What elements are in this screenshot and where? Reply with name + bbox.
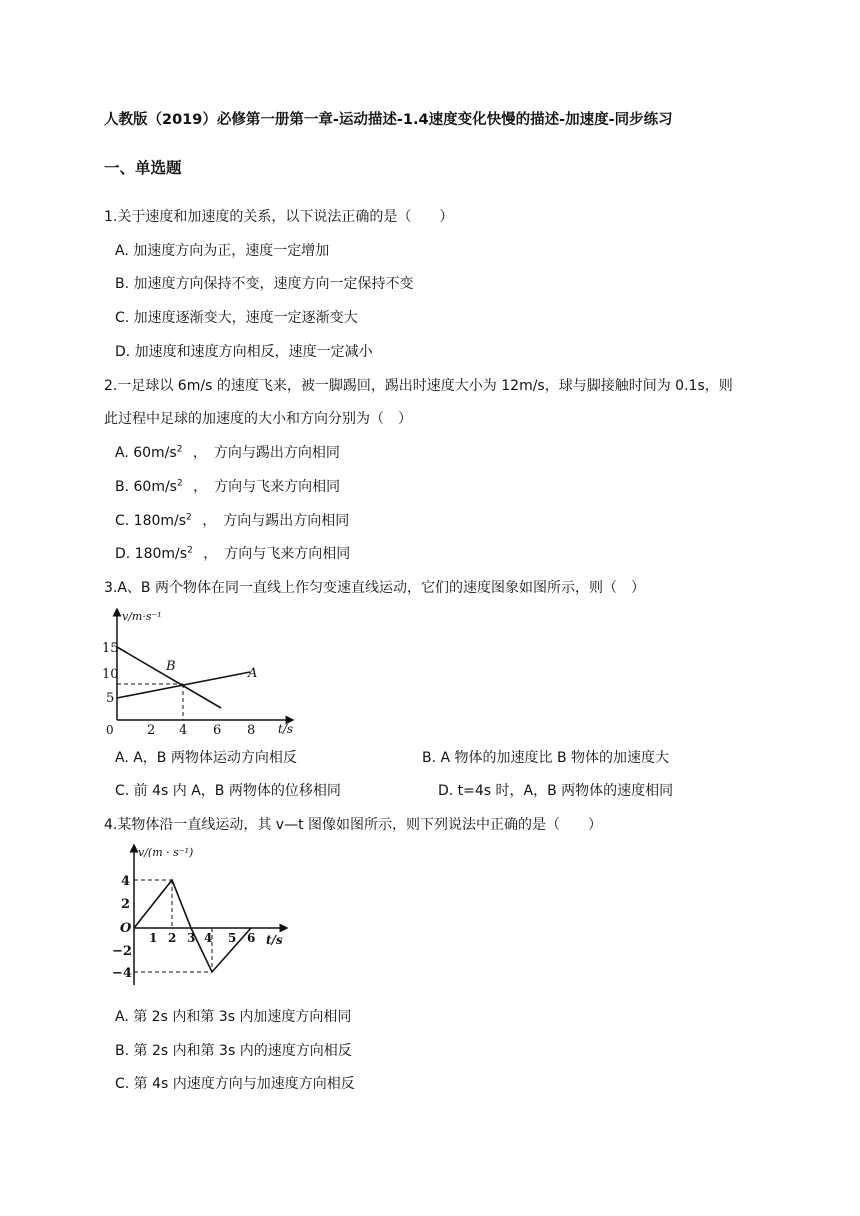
q2-option-c-exp: 2 [186, 512, 192, 523]
q2-option-c-direction: ， 方向与踢出方向相同 [202, 513, 350, 529]
q3-label-a: A [248, 666, 258, 681]
q2-option-b-exp: 2 [176, 478, 183, 489]
q4-xtick-3: 3 [187, 931, 196, 945]
q3-label-b: B [166, 659, 176, 674]
q1-option-c: C. 加速度逐渐变大，速度一定逐渐变大 [115, 310, 358, 326]
q3-stem: 3.A、B 两个物体在同一直线上作匀变速直线运动，它们的速度图象如图所示，则（ ） [104, 580, 645, 596]
q3-origin: 0 [106, 723, 114, 737]
q3-option-c: C. 前 4s 内 A，B 两物体的位移相同 [115, 783, 341, 799]
q4-graph-line [134, 880, 251, 972]
q4-option-c: C. 第 4s 内速度方向与加速度方向相反 [115, 1076, 355, 1092]
q2-option-b-value: B. 60m/s [115, 479, 177, 495]
q2-option-b [115, 478, 340, 496]
q2-option-d-direction: ， 方向与飞来方向相同 [203, 546, 351, 562]
q4-ytick-4: 4 [121, 874, 131, 889]
q4-xtick-6: 6 [247, 931, 256, 945]
q1-option-b: B. 加速度方向保持不变，速度方向一定保持不变 [115, 276, 414, 292]
q3-xtick-6: 6 [213, 723, 222, 738]
q1-stem: 1.关于速度和加速度的关系，以下说法正确的是（ ） [104, 209, 454, 225]
q3-ytick-5: 5 [106, 691, 115, 706]
q1-option-a: A. 加速度方向为正，速度一定增加 [115, 243, 330, 259]
q3-ytick-10: 10 [102, 667, 119, 682]
q4-xtick-2: 2 [168, 931, 177, 945]
q4-xtick-1: 1 [149, 931, 158, 945]
q4-stem: 4.某物体沿一直线运动，其 v—t 图像如图所示，则下列说法中正确的是（ ） [104, 817, 603, 833]
q2-option-a-exp: 2 [176, 444, 183, 455]
q2-stem-line1: 2.一足球以 6m/s 的速度飞来，被一脚踢回，踢出时速度大小为 12m/s，球与脚接触时间为 0.1s，则 [104, 378, 733, 394]
q4-origin: O [120, 921, 132, 936]
q4-ytick-neg2: −2 [112, 944, 132, 959]
q2-option-a [115, 444, 340, 462]
q2-option-a-direction: ， 方向与踢出方向相同 [192, 445, 340, 461]
q3-x-label: t/s [278, 722, 294, 736]
q4-ytick-neg4: −4 [112, 966, 132, 981]
q3-line-b [117, 647, 221, 708]
q3-ytick-15: 15 [102, 641, 119, 656]
q4-ytick-2: 2 [121, 897, 131, 912]
q2-option-c-value: C. 180m/s [115, 513, 187, 529]
q2-stem-line2: 此过程中足球的加速度的大小和方向分别为（ ） [104, 411, 412, 427]
q2-option-b-direction: ， 方向与飞来方向相同 [193, 479, 341, 495]
q2-option-a-value: A. 60m/s [115, 445, 177, 461]
q1-option-d: D. 加速度和速度方向相反，速度一定减小 [115, 344, 373, 360]
q3-xtick-2: 2 [147, 723, 156, 738]
q4-y-label: v/(m · s⁻¹) [138, 846, 194, 859]
q3-option-a: A. A，B 两物体运动方向相反 [115, 750, 297, 766]
q2-option-d [115, 545, 350, 563]
q2-option-c [115, 512, 349, 530]
q3-velocity-graph [100, 600, 305, 740]
page-title: 人教版（2019）必修第一册第一章-运动描述-1.4速度变化快慢的描述-加速度-同步练习 [104, 112, 673, 128]
section-heading: 一、单选题 [104, 159, 182, 177]
q4-velocity-graph [108, 840, 298, 990]
q2-option-d-exp: 2 [187, 545, 193, 556]
q3-option-b: B. A 物体的加速度比 B 物体的加速度大 [422, 750, 670, 766]
q3-option-d: D. t=4s 时，A，B 两物体的速度相同 [438, 783, 674, 799]
q4-xtick-4: 4 [204, 931, 213, 945]
q4-option-b: B. 第 2s 内和第 3s 内的速度方向相反 [115, 1043, 352, 1059]
q4-xtick-5: 5 [228, 931, 237, 945]
q2-option-d-value: D. 180m/s [115, 546, 188, 562]
q4-option-a: A. 第 2s 内和第 3s 内加速度方向相同 [115, 1009, 352, 1025]
q3-y-label: v/m·s⁻¹ [122, 610, 162, 623]
q3-xtick-8: 8 [247, 723, 256, 738]
q4-x-label: t/s [266, 933, 283, 947]
q3-xtick-4: 4 [179, 723, 188, 738]
